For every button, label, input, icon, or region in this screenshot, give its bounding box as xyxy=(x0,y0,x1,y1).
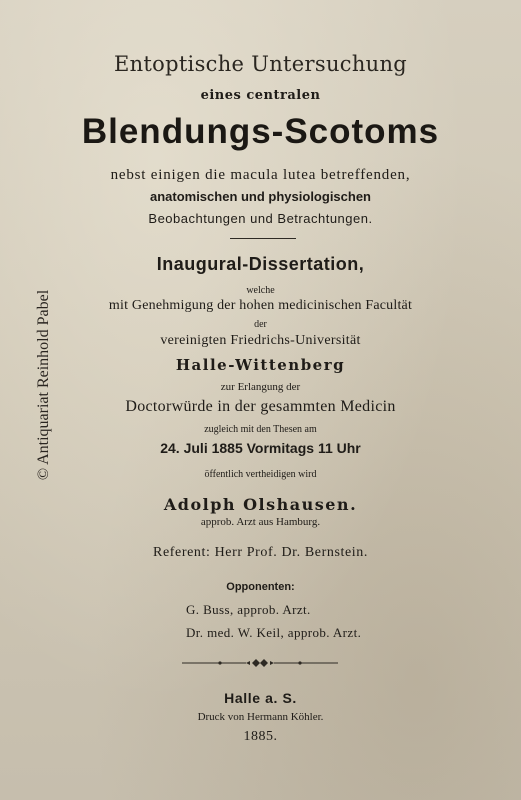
ornament-divider xyxy=(180,656,340,670)
opponent-1: G. Buss, approb. Arzt. xyxy=(186,602,311,617)
subtitle-line-2: anatomischen und physiologischen xyxy=(149,189,372,204)
university-name: vereinigten Friedrichs-Universität xyxy=(160,333,361,348)
title-line-2: eines centralen xyxy=(200,88,321,103)
subtitle-line-3: Beobachtungen und Betrachtungen. xyxy=(148,211,373,226)
text-oeffentlich: öffentlich vertheidigen wird xyxy=(204,469,317,480)
watermark-text: © Antiquariat Reinhold Pabel xyxy=(35,289,52,481)
referent-line: Referent: Herr Prof. Dr. Bernstein. xyxy=(153,545,368,560)
subtitle-line-1: nebst einigen die macula lutea betreffenden, xyxy=(110,167,411,183)
city-university: Halle-Wittenberg xyxy=(175,356,346,374)
main-title: Blendungs-Scotoms xyxy=(81,112,440,151)
text-der: der xyxy=(254,319,267,330)
text-welche: welche xyxy=(246,285,275,296)
author-name: Adolph Olshausen. xyxy=(163,495,358,514)
place: Halle a. S. xyxy=(224,690,297,706)
date-line: 24. Juli 1885 Vormitags 11 Uhr xyxy=(160,440,361,456)
text-erlangung: zur Erlangung der xyxy=(220,381,301,393)
title-line-1: Entoptische Untersuchung xyxy=(113,52,408,76)
dissertation-heading: Inaugural-Dissertation, xyxy=(156,254,365,274)
year: 1885. xyxy=(243,729,278,744)
divider-rule xyxy=(230,238,296,239)
opponenten-label: Opponenten: xyxy=(226,581,295,593)
text-zugleich: zugleich mit den Thesen am xyxy=(204,424,317,435)
text-doctor: Doctorwürde in der gesammten Medicin xyxy=(125,398,396,415)
text-genehmigung: mit Genehmigung der hohen medicinischen Facultät xyxy=(108,298,413,313)
printer: Druck von Hermann Köhler. xyxy=(197,711,324,723)
author-title: approb. Arzt aus Hamburg. xyxy=(200,516,321,528)
opponent-2: Dr. med. W. Keil, approb. Arzt. xyxy=(186,625,362,640)
